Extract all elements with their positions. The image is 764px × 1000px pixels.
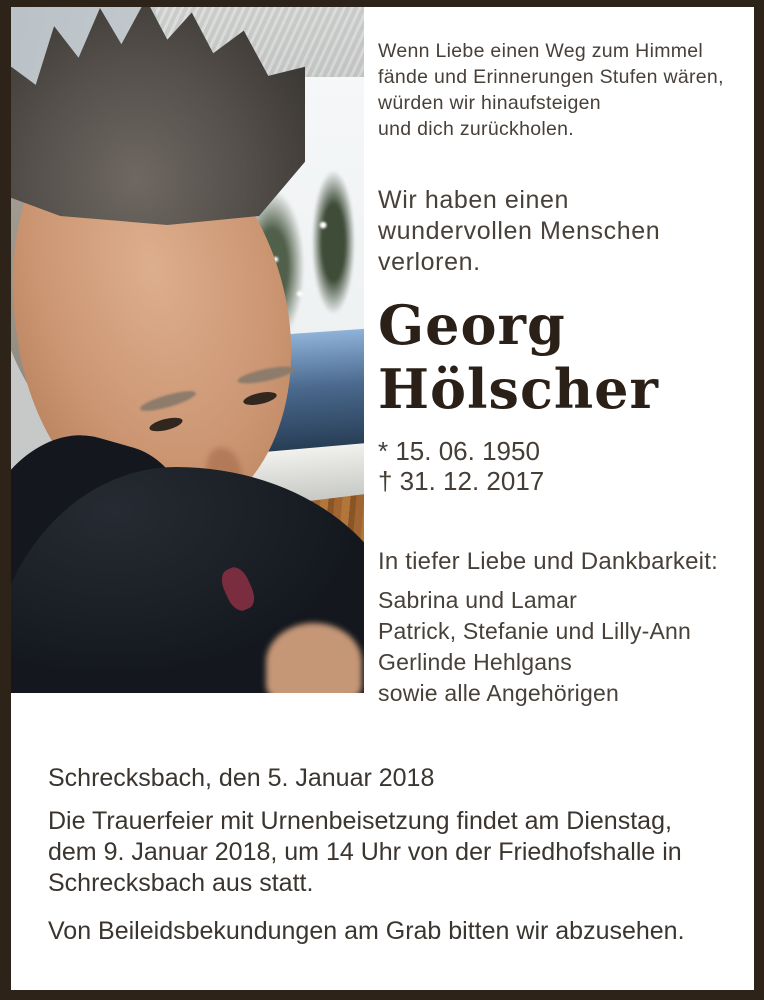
- condolence-note: Von Beileidsbekundungen am Grab bitten wir abzusehen.: [48, 917, 685, 945]
- portrait-photo: [11, 7, 364, 693]
- mourner-name: Patrick, Stefanie und Lilly-Ann: [378, 618, 692, 644]
- mourner-name: Sabrina und Lamar: [378, 587, 578, 613]
- hand-blur: [266, 623, 362, 693]
- mourner-name: Gerlinde Hehlgans: [378, 649, 572, 675]
- gratitude-heading: In tiefer Liebe und Dankbarkeit:: [378, 548, 718, 575]
- announcement-column: [378, 38, 750, 709]
- funeral-details: [48, 763, 738, 947]
- deceased-last-name: Hölscher: [378, 357, 659, 421]
- service-announcement: [48, 806, 738, 899]
- deceased-first-name: Georg: [378, 293, 566, 357]
- verse-line: und dich zurückholen.: [378, 118, 575, 140]
- loss-line: wundervollen Menschen: [378, 217, 661, 245]
- deceased-name: [378, 293, 750, 421]
- mourner-name: sowie alle Angehörigen: [378, 680, 619, 706]
- loss-statement: [378, 185, 750, 278]
- death-date: † 31. 12. 2017: [378, 466, 545, 496]
- loss-line: verloren.: [378, 248, 481, 276]
- loss-line: Wir haben einen: [378, 186, 570, 214]
- verse-line: würden wir hinaufsteigen: [378, 92, 601, 114]
- life-dates: [378, 436, 750, 496]
- service-line: dem 9. Januar 2018, um 14 Uhr von der Friedhofshalle in: [48, 838, 682, 866]
- memorial-verse: [378, 38, 750, 142]
- birth-date: * 15. 06. 1950: [378, 436, 540, 466]
- verse-line: fände und Erinnerungen Stufen wären,: [378, 66, 724, 88]
- service-line: Die Trauerfeier mit Urnenbeisetzung findet am Dienstag,: [48, 807, 672, 835]
- service-line: Schrecksbach aus statt.: [48, 869, 314, 897]
- verse-line: Wenn Liebe einen Weg zum Himmel: [378, 40, 704, 62]
- mourners-list: [378, 585, 750, 709]
- dateline: Schrecksbach, den 5. Januar 2018: [48, 764, 435, 792]
